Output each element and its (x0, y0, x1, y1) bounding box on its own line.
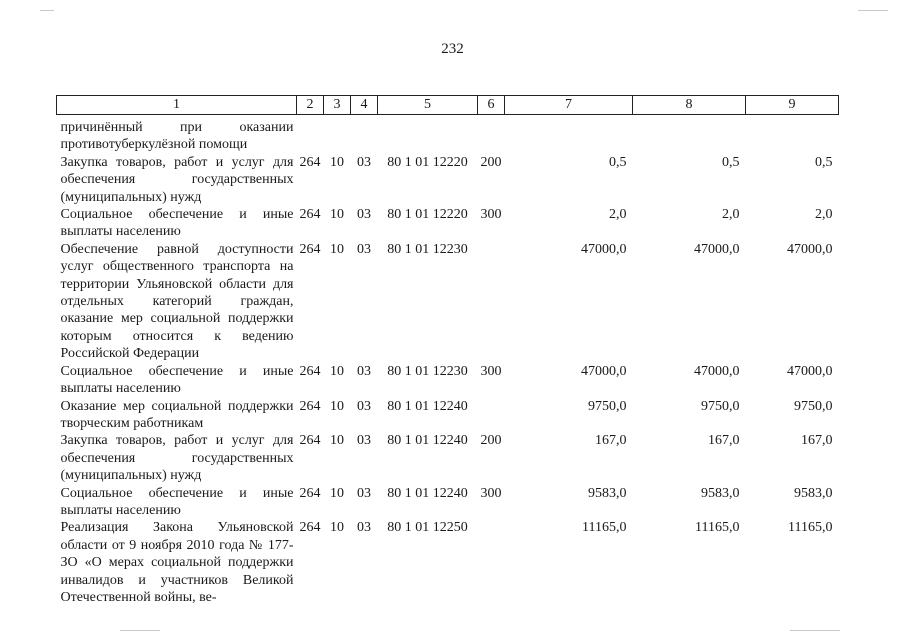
row-code-target: 80 1 01 12230 (387, 241, 468, 257)
table-row (57, 119, 839, 154)
scan-artifact (790, 630, 840, 631)
column-header: 9 (746, 96, 839, 115)
column-header: 1 (57, 96, 297, 115)
row-amount-col9: 2,0 (815, 207, 833, 223)
row-amount-col8: 47000,0 (694, 241, 740, 257)
row-code-section (324, 119, 351, 154)
row-code-ministry: 264 (299, 241, 321, 257)
row-code-target: 80 1 01 12240 (387, 398, 468, 414)
row-name: Закупка товаров, работ и услуг для обеспечения государственных (муниципальных) нужд (60, 433, 294, 484)
row-code-ministry (297, 119, 324, 154)
column-header: 5 (378, 96, 478, 115)
budget-table (56, 95, 839, 606)
row-name: Закупка товаров, работ и услуг для обеспечения государственных (муниципальных) нужд (60, 154, 294, 205)
row-code-subsection: 03 (357, 363, 371, 379)
row-amount-col7 (505, 119, 633, 154)
row-code-target: 80 1 01 12240 (387, 433, 468, 449)
table-header-row (57, 96, 839, 115)
row-amount-col9: 9750,0 (794, 398, 833, 414)
row-code-expense-type: 300 (480, 363, 502, 379)
row-amount-col8: 47000,0 (694, 363, 740, 379)
column-header: 8 (633, 96, 746, 115)
row-amount-col7: 2,0 (609, 207, 627, 223)
column-header: 6 (478, 96, 505, 115)
row-code-subsection: 03 (357, 485, 371, 501)
row-code-subsection: 03 (357, 207, 371, 223)
row-code-target: 80 1 01 12240 (387, 485, 468, 501)
row-amount-col9: 167,0 (801, 433, 833, 449)
row-amount-col8: 9583,0 (701, 485, 740, 501)
row-amount-col9 (746, 119, 839, 154)
row-code-ministry: 264 (299, 207, 321, 223)
row-amount-col8: 2,0 (722, 207, 740, 223)
scan-artifact (40, 10, 54, 11)
row-code-subsection: 03 (357, 433, 371, 449)
row-code-section: 10 (330, 398, 344, 414)
row-amount-col7: 0,5 (609, 154, 627, 170)
row-amount-col7: 9583,0 (588, 485, 627, 501)
row-amount-col7: 11165,0 (582, 520, 627, 536)
row-code-ministry: 264 (299, 398, 321, 414)
table-row (57, 485, 839, 520)
row-code-subsection: 03 (357, 241, 371, 257)
table-row (57, 206, 839, 241)
row-name: причинённый при оказании противотуберкулёзной помощи (60, 120, 294, 153)
row-code-expense-type: 200 (480, 154, 502, 170)
table-row (57, 154, 839, 206)
row-code-section: 10 (330, 241, 344, 257)
row-code-expense-type (478, 519, 505, 606)
row-amount-col8 (633, 119, 746, 154)
row-amount-col9: 9583,0 (794, 485, 833, 501)
row-code-target: 80 1 01 12250 (387, 520, 468, 536)
row-amount-col8: 9750,0 (701, 398, 740, 414)
row-code-ministry: 264 (299, 433, 321, 449)
row-code-subsection: 03 (357, 520, 371, 536)
row-code-section: 10 (330, 485, 344, 501)
row-code-target (378, 119, 478, 154)
row-amount-col9: 47000,0 (787, 363, 833, 379)
row-code-expense-type (478, 119, 505, 154)
row-amount-col7: 47000,0 (581, 363, 627, 379)
row-code-section: 10 (330, 363, 344, 379)
row-code-target: 80 1 01 12220 (387, 207, 468, 223)
column-header: 3 (324, 96, 351, 115)
row-code-target: 80 1 01 12220 (387, 154, 468, 170)
row-amount-col8: 11165,0 (695, 520, 740, 536)
row-code-expense-type (478, 398, 505, 433)
row-code-section: 10 (330, 207, 344, 223)
row-amount-col7: 167,0 (595, 433, 627, 449)
row-code-subsection: 03 (357, 398, 371, 414)
row-code-section: 10 (330, 154, 344, 170)
row-code-ministry: 264 (299, 154, 321, 170)
row-name: Обеспечение равной доступности услуг общественного транспорта на территории Ульяновской области для отдельных категорий граждан, оказание мер социальной поддержки которым относится к ведению Российской Федерации (60, 241, 294, 362)
table-row (57, 241, 839, 363)
row-code-expense-type: 200 (480, 433, 502, 449)
row-code-expense-type: 300 (480, 207, 502, 223)
row-code-section: 10 (330, 520, 344, 536)
row-amount-col9: 0,5 (815, 154, 833, 170)
column-header: 4 (351, 96, 378, 115)
row-amount-col8: 167,0 (708, 433, 740, 449)
page-number: 232 (441, 41, 464, 57)
row-name: Реализация Закона Ульяновской области от 9 ноября 2010 года № 177-ЗО «О мерах социальной поддержки инвалидов и участников Великой Отечественной войны, ве- (60, 520, 294, 605)
row-amount-col7: 47000,0 (581, 241, 627, 257)
column-header: 7 (505, 96, 633, 115)
row-name: Социальное обеспечение и иные выплаты населению (60, 363, 294, 397)
row-code-subsection: 03 (357, 154, 371, 170)
row-code-ministry: 264 (299, 363, 321, 379)
table-row (57, 519, 839, 606)
row-name: Оказание мер социальной поддержки творческим работникам (60, 398, 294, 431)
row-code-expense-type (478, 241, 505, 363)
scan-artifact (120, 630, 160, 631)
row-name: Социальное обеспечение и иные выплаты населению (60, 485, 294, 518)
row-code-expense-type: 300 (480, 485, 502, 501)
row-code-target: 80 1 01 12230 (387, 363, 468, 379)
row-amount-col9: 47000,0 (787, 241, 833, 257)
row-code-ministry: 264 (299, 485, 321, 501)
table-row (57, 432, 839, 484)
row-code-section: 10 (330, 433, 344, 449)
row-amount-col9: 11165,0 (788, 520, 833, 536)
column-header: 2 (297, 96, 324, 115)
row-code-ministry: 264 (299, 520, 321, 536)
scan-artifact (858, 10, 888, 11)
row-amount-col7: 9750,0 (588, 398, 627, 414)
row-amount-col8: 0,5 (722, 154, 740, 170)
row-name: Социальное обеспечение и иные выплаты населению (60, 207, 294, 240)
table-row (57, 398, 839, 433)
row-code-subsection (351, 119, 378, 154)
table-row (57, 363, 839, 398)
